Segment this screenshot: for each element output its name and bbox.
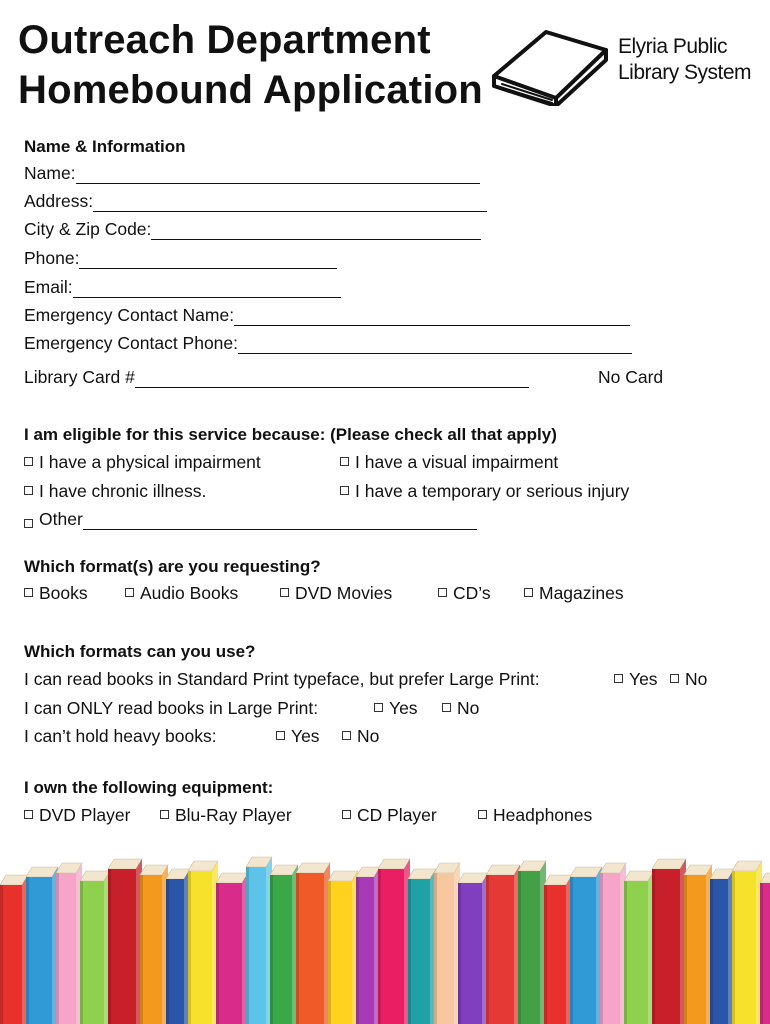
checkbox-icon: [24, 486, 33, 495]
emergency-name-row: [24, 305, 630, 326]
option-label: I have chronic illness.: [39, 481, 207, 501]
emergency-phone-label: Emergency Contact Phone:: [24, 333, 239, 353]
checkbox-audio-books[interactable]: [125, 583, 238, 604]
option-label: Yes: [291, 726, 320, 746]
book-spine: [56, 863, 82, 1024]
option-label: Blu-Ray Player: [175, 805, 292, 825]
library-card-field[interactable]: [135, 373, 529, 388]
book-spine: [652, 859, 686, 1024]
question-heavy-books: I can’t hold heavy books:: [24, 726, 217, 746]
checkbox-q3-yes[interactable]: [276, 726, 320, 747]
book-spine: [80, 871, 110, 1024]
checkbox-q1-yes[interactable]: [614, 669, 658, 690]
book-spine: [108, 859, 142, 1024]
option-label: Headphones: [493, 805, 593, 825]
option-label: CD Player: [357, 805, 437, 825]
checkbox-magazines[interactable]: [524, 583, 624, 604]
checkbox-cd-player[interactable]: [342, 805, 437, 826]
city-zip-row: [24, 219, 481, 240]
option-label: I have a temporary or serious injury: [355, 481, 630, 501]
name-field[interactable]: [76, 169, 480, 184]
checkbox-icon: [340, 457, 349, 466]
book-spine: [140, 865, 168, 1024]
name-label: Name:: [24, 163, 76, 183]
checkbox-physical-impairment[interactable]: [24, 452, 261, 473]
book-spine: [684, 865, 712, 1024]
checkbox-temporary-injury[interactable]: [340, 481, 629, 502]
book-logo-icon: [488, 28, 612, 106]
library-card-label: Library Card #: [24, 367, 135, 387]
option-label: Yes: [629, 669, 658, 689]
checkbox-icon: [478, 810, 487, 819]
option-label: No: [685, 669, 708, 689]
checkbox-icon: [280, 588, 289, 597]
book-spine: [26, 867, 58, 1024]
checkbox-icon: [374, 703, 383, 712]
city-zip-label: City & Zip Code:: [24, 219, 152, 239]
book-spine: [270, 865, 298, 1024]
page-title: Outreach Department: [18, 18, 431, 62]
emergency-name-field[interactable]: [234, 311, 630, 326]
checkbox-bluray-player[interactable]: [160, 805, 292, 826]
option-label: I have a physical impairment: [39, 452, 261, 472]
emergency-phone-field[interactable]: [238, 339, 632, 354]
checkbox-icon[interactable]: [24, 519, 33, 528]
section-heading-formats-requested: Which format(s) are you requesting?: [24, 557, 321, 576]
checkbox-icon: [276, 731, 285, 740]
phone-row: [24, 248, 337, 269]
checkbox-icon: [125, 588, 134, 597]
email-field[interactable]: [73, 283, 341, 298]
option-label: Books: [39, 583, 88, 603]
book-spine: [624, 871, 654, 1024]
option-label: No: [357, 726, 380, 746]
checkbox-chronic-illness[interactable]: [24, 481, 206, 502]
book-spine: [246, 857, 272, 1024]
book-spine: [600, 863, 626, 1024]
book-spine: [710, 869, 734, 1024]
checkbox-icon: [340, 486, 349, 495]
phone-label: Phone:: [24, 248, 80, 268]
book-spine: [518, 861, 546, 1024]
book-spine: [760, 873, 770, 1024]
address-row: [24, 191, 487, 212]
book-spine: [408, 869, 436, 1024]
library-card-row: [24, 367, 529, 388]
checkbox-icon: [24, 588, 33, 597]
checkbox-icon: [524, 588, 533, 597]
checkbox-dvd-movies[interactable]: [280, 583, 392, 604]
page-subtitle: Homebound Application: [18, 68, 483, 112]
checkbox-icon: [342, 810, 351, 819]
checkbox-visual-impairment[interactable]: [340, 452, 558, 473]
colorful-books-illustration: [0, 855, 770, 1024]
option-label: DVD Movies: [295, 583, 393, 603]
city-zip-field[interactable]: [151, 225, 481, 240]
option-label: No: [457, 698, 480, 718]
other-row: [24, 509, 477, 530]
book-spine: [166, 869, 190, 1024]
checkbox-dvd-player[interactable]: [24, 805, 130, 826]
name-row: [24, 163, 480, 184]
logo-line2: Library System: [618, 61, 752, 84]
book-spine: [356, 867, 380, 1024]
option-label: I have a visual impairment: [355, 452, 559, 472]
checkbox-q3-no[interactable]: [342, 726, 379, 747]
phone-field[interactable]: [79, 254, 337, 269]
checkbox-icon: [24, 457, 33, 466]
checkbox-icon: [670, 674, 679, 683]
checkbox-icon: [24, 810, 33, 819]
book-spine: [216, 873, 248, 1024]
book-spine: [544, 875, 572, 1024]
section-heading-formats-use: Which formats can you use?: [24, 642, 256, 661]
book-spine: [188, 861, 218, 1024]
book-spine: [378, 859, 410, 1024]
book-spine: [486, 865, 520, 1024]
book-spine: [0, 875, 28, 1024]
other-label: Other: [39, 509, 83, 529]
no-card-option[interactable]: No Card: [598, 367, 664, 387]
emergency-name-label: Emergency Contact Name:: [24, 305, 235, 325]
option-label: Yes: [389, 698, 418, 718]
checkbox-q2-yes[interactable]: [374, 698, 418, 719]
section-heading-equipment: I own the following equipment:: [24, 778, 274, 797]
book-spine: [570, 867, 602, 1024]
checkbox-icon: [160, 810, 169, 819]
option-label: DVD Player: [39, 805, 131, 825]
section-heading-name-info: Name & Information: [24, 137, 186, 156]
address-label: Address:: [24, 191, 94, 211]
book-spine: [458, 873, 488, 1024]
book-spine: [434, 863, 460, 1024]
option-label: Audio Books: [140, 583, 239, 603]
option-label: Magazines: [539, 583, 624, 603]
section-heading-eligibility: I am eligible for this service because: (Please check all that apply): [24, 425, 557, 444]
checkbox-books[interactable]: [24, 583, 88, 604]
emergency-phone-row: [24, 333, 632, 354]
book-spine: [328, 871, 358, 1024]
email-label: Email:: [24, 277, 73, 297]
question-standard-print: I can read books in Standard Print typeface, but prefer Large Print:: [24, 669, 540, 689]
checkbox-q2-no[interactable]: [442, 698, 479, 719]
checkbox-icon: [342, 731, 351, 740]
checkbox-cds[interactable]: [438, 583, 491, 604]
option-label: CD’s: [453, 583, 491, 603]
email-row: [24, 277, 341, 298]
question-large-print-only: I can ONLY read books in Large Print:: [24, 698, 319, 718]
checkbox-icon: [614, 674, 623, 683]
address-field[interactable]: [93, 197, 487, 212]
book-spine: [296, 863, 330, 1024]
checkbox-icon: [438, 588, 447, 597]
checkbox-q1-no[interactable]: [670, 669, 707, 690]
checkbox-headphones[interactable]: [478, 805, 592, 826]
other-field[interactable]: [83, 515, 477, 530]
book-spine: [732, 861, 762, 1024]
checkbox-icon: [442, 703, 451, 712]
logo-line1: Elyria Public: [618, 35, 728, 58]
